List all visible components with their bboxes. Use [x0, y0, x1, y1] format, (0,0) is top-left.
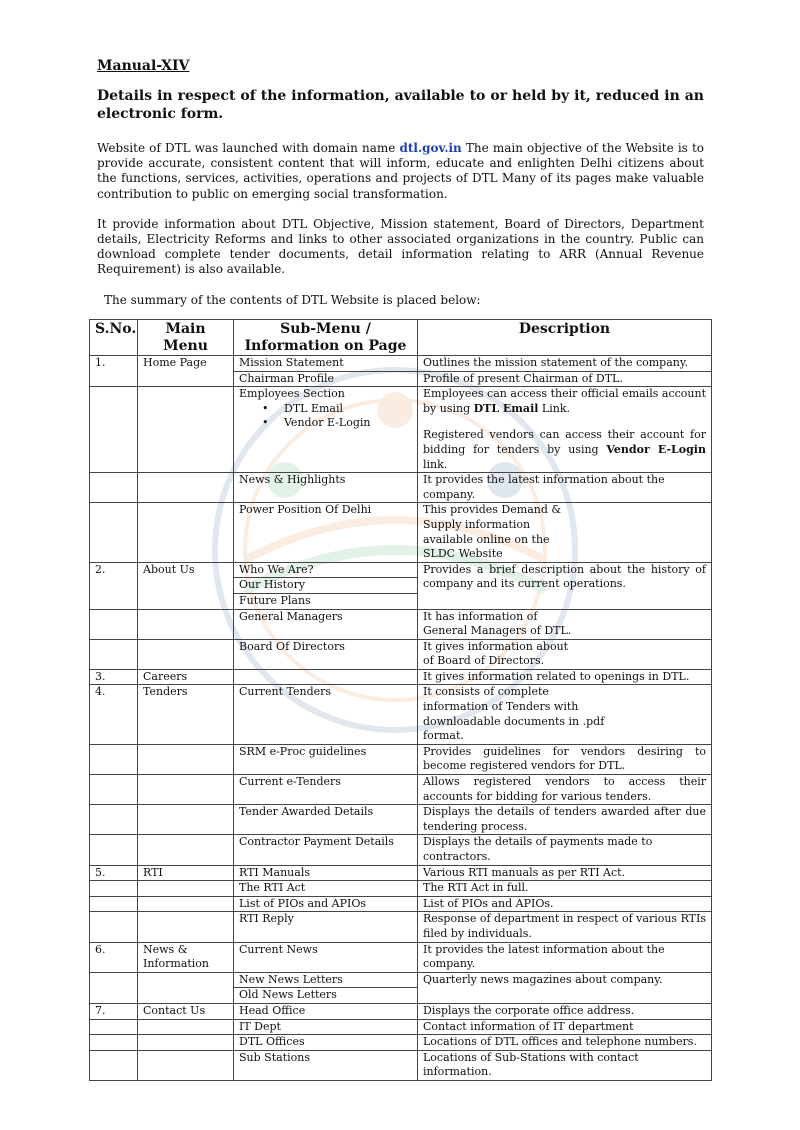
- row-sub-menu: Sub Stations: [234, 1050, 418, 1080]
- employees-section-list: [239, 402, 412, 431]
- row-sno: 2.: [90, 562, 138, 609]
- row-description: Provides guidelines for vendors desiring to become registered vendors for DTL.: [418, 744, 712, 774]
- row-sno: 7.: [90, 1003, 138, 1019]
- summary-line: The summary of the contents of DTL Website is placed below:: [104, 292, 481, 307]
- row-sub-menu: SRM e-Proc guidelines: [234, 744, 418, 774]
- row-sub-menu: Current e-Tenders: [234, 775, 418, 805]
- row-main-menu: Careers: [138, 669, 234, 685]
- row-sub-menu: RTI Manuals: [234, 865, 418, 881]
- employees-section-label: Employees Section: [239, 387, 345, 401]
- spacer: [423, 416, 706, 428]
- row-sno: [90, 1019, 138, 1035]
- row-sub-menu: News & Highlights: [234, 473, 418, 503]
- table-row: [90, 972, 712, 988]
- intro-paragraph-1: [97, 141, 704, 202]
- row-sub-menu: Contractor Payment Details: [234, 835, 418, 865]
- row-sub-menu: DTL Offices: [234, 1035, 418, 1051]
- table-row: [90, 639, 712, 669]
- table-row: [90, 1019, 712, 1035]
- row-sub-menu: Tender Awarded Details: [234, 805, 418, 835]
- document-body: [97, 58, 704, 332]
- vendor-login-desc: [423, 428, 706, 472]
- manual-title: Manual-XIV: [97, 58, 190, 74]
- table-row: [90, 912, 712, 942]
- row-main-menu: [138, 639, 234, 669]
- sub-item: Our History: [234, 577, 417, 593]
- row-main-menu: [138, 881, 234, 897]
- table-row: [90, 865, 712, 881]
- row-sub-menu: Chairman Profile: [234, 371, 418, 387]
- row-description: Quarterly news magazines about company.: [418, 972, 712, 1003]
- row-description: It consists of complete information of Tenders with downloadable documents in .pdf format.: [418, 685, 712, 744]
- row-main-menu: [138, 972, 234, 1003]
- row-description: Displays the corporate office address.: [418, 1003, 712, 1019]
- row-description: It provides the latest information about the company.: [418, 473, 712, 503]
- row-description: It provides the latest information about the company.: [418, 942, 712, 972]
- row-sno: [90, 387, 138, 473]
- row-description: Contact information of IT department: [418, 1019, 712, 1035]
- table-row: [90, 609, 712, 639]
- table-row: [90, 503, 712, 562]
- row-main-menu: [138, 835, 234, 865]
- row-main-menu: [138, 1050, 234, 1080]
- row-sno: 4.: [90, 685, 138, 744]
- row-main-menu: [138, 912, 234, 942]
- row-sno: [90, 1050, 138, 1080]
- row-sno: [90, 972, 138, 1003]
- table-row: [90, 473, 712, 503]
- list-item-dtl-email: • DTL Email: [284, 402, 412, 417]
- row-description: [418, 387, 712, 473]
- row-description: It gives information about of Board of Directors.: [418, 639, 712, 669]
- table-row: [90, 835, 712, 865]
- row-description: It has information of General Managers of DTL.: [418, 609, 712, 639]
- table-row: [90, 1003, 712, 1019]
- row-sno: [90, 1035, 138, 1051]
- table-header-row: [90, 320, 712, 356]
- row-main-menu: [138, 503, 234, 562]
- sub-item: Future Plans: [234, 593, 417, 609]
- row-main-menu: [138, 1019, 234, 1035]
- row-sub-menu: New News Letters: [234, 972, 418, 988]
- row-main-menu: [138, 387, 234, 473]
- row-sno: 1.: [90, 356, 138, 387]
- row-main-menu: News & Information: [138, 942, 234, 972]
- row-sub-menu: [234, 387, 418, 473]
- row-sub-menu: Head Office: [234, 1003, 418, 1019]
- row-sno: [90, 775, 138, 805]
- header-main-menu: Main Menu: [138, 320, 234, 356]
- row-description: Displays the details of tenders awarded after due tendering process.: [418, 805, 712, 835]
- table-row: [90, 562, 712, 609]
- row-description: Displays the details of payments made to contractors.: [418, 835, 712, 865]
- table-row: [90, 775, 712, 805]
- row-sub-menu: [234, 562, 418, 609]
- list-item-vendor-login: • Vendor E-Login: [284, 416, 412, 431]
- row-description: Provides a brief description about the history of company and its current operations.: [418, 562, 712, 609]
- table-row: [90, 685, 712, 744]
- intro-text: Website of DTL was launched with domain name: [97, 141, 400, 155]
- row-description: This provides Demand & Supply information available online on the SLDC Website: [418, 503, 712, 562]
- intro-paragraph-2: It provide information about DTL Objective, Mission statement, Board of Directors, Department details, Electricity Reforms and links to other associated organizations in the country. Public can download complete tender documents, detail information relating to ARR (Annual Revenue Requirement) is also available.: [97, 216, 704, 277]
- table-row: [90, 1050, 712, 1080]
- row-sno: [90, 805, 138, 835]
- row-sno: [90, 744, 138, 774]
- row-main-menu: [138, 805, 234, 835]
- row-sub-menu: Power Position Of Delhi: [234, 503, 418, 562]
- row-sno: [90, 503, 138, 562]
- desc-text: Link.: [538, 401, 570, 415]
- row-description: Response of department in respect of various RTIs filed by individuals.: [418, 912, 712, 942]
- table-row: [90, 942, 712, 972]
- desc-text: link.: [423, 457, 448, 471]
- row-main-menu: [138, 473, 234, 503]
- row-main-menu: Contact Us: [138, 1003, 234, 1019]
- row-description: Locations of DTL offices and telephone numbers.: [418, 1035, 712, 1051]
- row-main-menu: [138, 1035, 234, 1051]
- row-main-menu: [138, 744, 234, 774]
- header-description: Description: [418, 320, 712, 356]
- row-sno: [90, 896, 138, 912]
- row-sno: [90, 609, 138, 639]
- row-sub-menu: Board Of Directors: [234, 639, 418, 669]
- table-row: [90, 896, 712, 912]
- row-description: List of PIOs and APIOs.: [418, 896, 712, 912]
- row-main-menu: RTI: [138, 865, 234, 881]
- table-row: [90, 669, 712, 685]
- row-description: It gives information related to openings in DTL.: [418, 669, 712, 685]
- row-sub-menu: Mission Statement: [234, 356, 418, 372]
- row-sno: 5.: [90, 865, 138, 881]
- row-sub-menu: IT Dept: [234, 1019, 418, 1035]
- row-main-menu: Tenders: [138, 685, 234, 744]
- row-sub-menu: General Managers: [234, 609, 418, 639]
- table-row: [90, 881, 712, 897]
- row-description: Profile of present Chairman of DTL.: [418, 371, 712, 387]
- row-description: The RTI Act in full.: [418, 881, 712, 897]
- header-sub-menu: Sub-Menu / Information on Page: [234, 320, 418, 356]
- row-sno: [90, 473, 138, 503]
- table-row: [90, 387, 712, 473]
- row-sub-menu: Old News Letters: [234, 988, 418, 1004]
- employees-email-desc: [423, 387, 706, 416]
- table-row: [90, 744, 712, 774]
- desc-bold: DTL Email: [473, 401, 539, 415]
- desc-text: Employees can access their official emails account by using: [423, 387, 706, 415]
- row-sno: [90, 881, 138, 897]
- row-sno: [90, 835, 138, 865]
- header-sno: S.No.: [90, 320, 138, 356]
- row-sno: [90, 639, 138, 669]
- desc-bold: Vendor E-Login: [606, 442, 706, 456]
- row-sub-menu: List of PIOs and APIOs: [234, 896, 418, 912]
- document-heading: Details in respect of the information, available to or held by it, reduced in an electronic form.: [97, 88, 704, 122]
- row-sub-menu: Current Tenders: [234, 685, 418, 744]
- row-description: Allows registered vendors to access their accounts for bidding for various tenders.: [418, 775, 712, 805]
- row-sno: 3.: [90, 669, 138, 685]
- website-contents-table: [89, 319, 712, 1081]
- row-main-menu: [138, 896, 234, 912]
- row-main-menu: Home Page: [138, 356, 234, 387]
- row-sub-menu: [234, 669, 418, 685]
- sub-item: Who We Are?: [239, 562, 314, 576]
- row-description: Locations of Sub-Stations with contact information.: [418, 1050, 712, 1080]
- row-main-menu: [138, 775, 234, 805]
- row-sub-menu: Current News: [234, 942, 418, 972]
- table-row: [90, 805, 712, 835]
- row-sno: 6.: [90, 942, 138, 972]
- row-main-menu: [138, 609, 234, 639]
- table-row: [90, 1035, 712, 1051]
- row-sub-menu: The RTI Act: [234, 881, 418, 897]
- row-description: Various RTI manuals as per RTI Act.: [418, 865, 712, 881]
- row-sno: [90, 912, 138, 942]
- intro-text-continued: The main objective of the Website is to provide accurate, consistent content that will inform, educate and enlighten Delhi citizens about the functions, services, activities, operations and projects of DTL Many of its pages make valuable contribution to public on emerging social transformation.: [97, 141, 704, 201]
- row-description: Outlines the mission statement of the company.: [418, 356, 712, 372]
- desc-text: Registered vendors can access their account for bidding for tenders by using: [423, 428, 706, 456]
- row-main-menu: About Us: [138, 562, 234, 609]
- table-row: [90, 356, 712, 372]
- row-sub-menu: RTI Reply: [234, 912, 418, 942]
- domain-link[interactable]: dtl.gov.in: [399, 141, 462, 155]
